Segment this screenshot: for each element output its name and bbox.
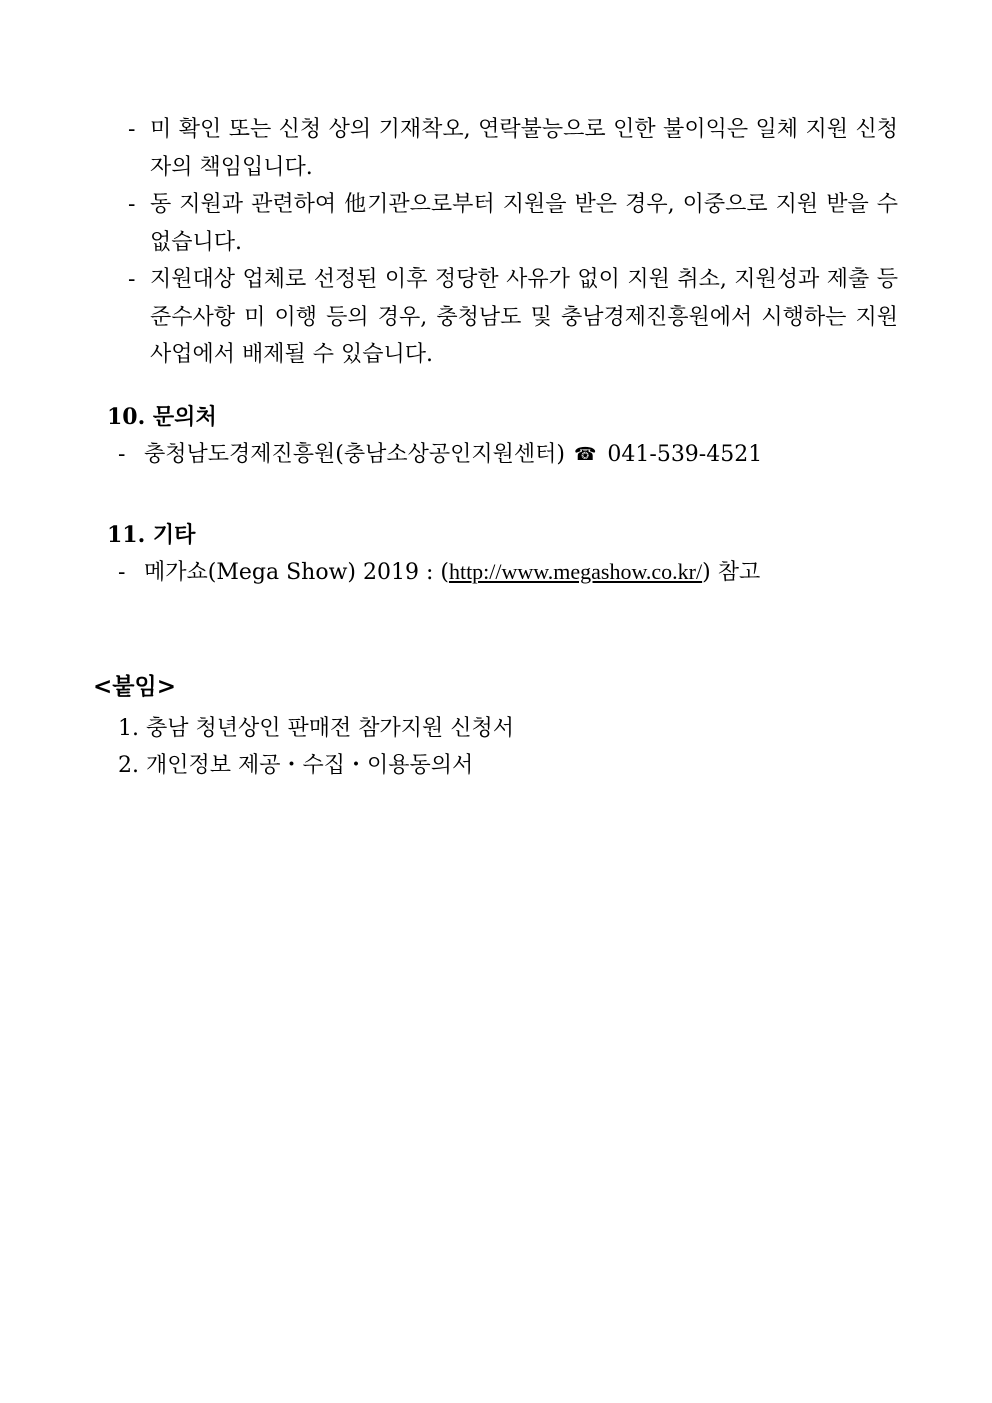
attachment-item: 2. 개인정보 제공・수집・이용동의서	[118, 753, 474, 778]
requirement-item	[128, 186, 898, 261]
attachments-title: <붙임>	[93, 673, 176, 700]
contact-org: 충청남도경제진흥원(충남소상공인지원센터)	[144, 442, 565, 467]
bullet-dash: -	[128, 267, 136, 292]
section-11-title: 11. 기타	[107, 522, 196, 548]
attachments-list	[118, 710, 514, 784]
attachment-item: 1. 충남 청년상인 판매전 참가지원 신청서	[118, 716, 514, 741]
bullet-dash: -	[118, 560, 126, 585]
requirement-text: 동 지원과 관련하여 他기관으로부터 지원을 받은 경우, 이중으로 지원 받을 수 없습니다.	[150, 192, 898, 255]
bullet-dash: -	[128, 117, 136, 142]
bullet-dash: -	[118, 442, 126, 467]
megashow-link[interactable]: http://www.megashow.co.kr/	[448, 559, 703, 584]
etc-suffix: ) 참고	[702, 560, 761, 585]
requirement-item	[128, 111, 898, 186]
contact-line	[118, 440, 762, 470]
bullet-dash: -	[128, 192, 136, 217]
phone-icon: ☎	[573, 444, 597, 465]
section-10-title: 10. 문의처	[107, 404, 217, 430]
requirement-text: 미 확인 또는 신청 상의 기재착오, 연락불능으로 인한 불이익은 일체 지원 신청자의 책임입니다.	[150, 117, 898, 180]
etc-line	[118, 557, 760, 588]
requirements-list	[128, 111, 898, 374]
etc-prefix: 메가쇼(Mega Show) 2019 : (	[144, 560, 449, 585]
requirement-text: 지원대상 업체로 선정된 이후 정당한 사유가 없이 지원 취소, 지원성과 제출 등 준수사항 미 이행 등의 경우, 충청남도 및 충남경제진흥원에서 시행하는 지원사업에서 배제될 수 있습니다.	[150, 267, 898, 367]
contact-phone: 041-539-4521	[607, 442, 763, 467]
requirement-item	[128, 261, 898, 374]
